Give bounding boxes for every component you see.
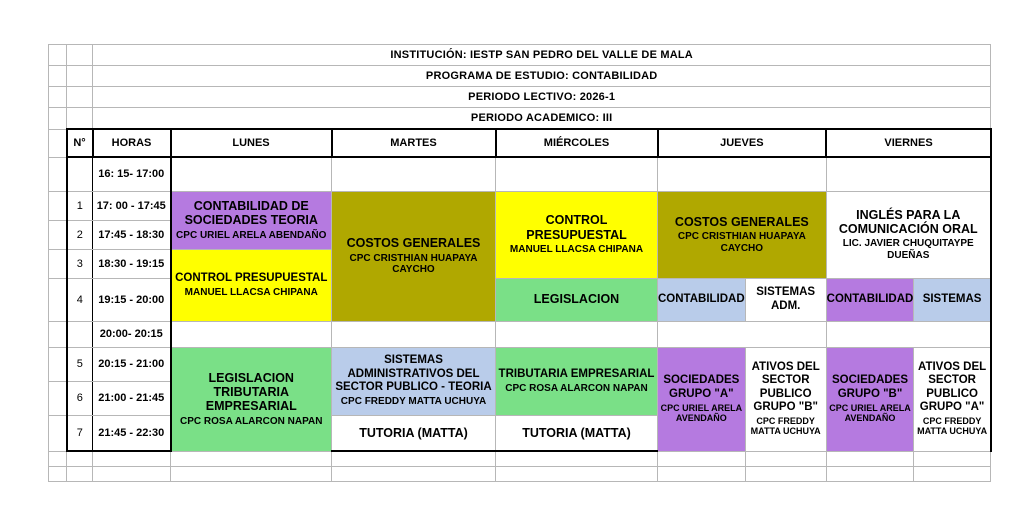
course-name: CONTABILIDAD DE SOCIEDADES TEORIA bbox=[184, 198, 318, 228]
row-number: 1 bbox=[67, 191, 93, 220]
cell-jueves-sociedades-grupo-a[interactable] bbox=[658, 347, 746, 451]
row-number: 4 bbox=[67, 278, 93, 321]
course-teacher: CPC FREDDY MATTA UCHUYA bbox=[917, 416, 988, 437]
header-line-2: PROGRAMA DE ESTUDIO: CONTABILIDAD bbox=[93, 66, 991, 87]
cell-jueves-break[interactable] bbox=[658, 321, 827, 347]
course-name: CONTROL PRESUPUESTAL bbox=[175, 271, 328, 284]
course-name: SISTEMAS bbox=[922, 292, 982, 305]
cell-viernes-sociedades-grupo-b[interactable] bbox=[826, 347, 914, 451]
gutter-cell bbox=[49, 66, 67, 87]
cell-lunes-0[interactable] bbox=[171, 157, 332, 191]
course-name: SOCIEDADES GRUPO "B" bbox=[831, 374, 909, 400]
course-name: TUTORIA (MATTA) bbox=[359, 425, 468, 440]
row-number: 6 bbox=[67, 381, 93, 415]
course-teacher: CPC URIEL ARELA AVENDAÑO bbox=[829, 402, 911, 424]
col-header-n: N° bbox=[67, 129, 93, 157]
course-name: CONTABILIDAD bbox=[658, 292, 745, 305]
gutter-cell bbox=[67, 108, 93, 130]
course-name: ATIVOS DEL SECTOR PUBLICO GRUPO "B" bbox=[751, 361, 820, 413]
course-teacher: CPC CRISTHIAN HUAPAYA CAYCHO bbox=[677, 231, 806, 254]
empty-cell[interactable] bbox=[745, 451, 826, 467]
header-line-1: INSTITUCIÓN: IESTP SAN PEDRO DEL VALLE DE MALA bbox=[93, 45, 991, 66]
cell-lunes-break[interactable] bbox=[171, 321, 332, 347]
cell-jueves-sistemas-adm[interactable] bbox=[745, 278, 826, 321]
row-number: 3 bbox=[67, 249, 93, 278]
course-name: SOCIEDADES GRUPO "A" bbox=[663, 374, 740, 400]
row-time: 20:00- 20:15 bbox=[93, 321, 171, 347]
cell-jueves-costos-generales[interactable] bbox=[658, 191, 827, 278]
empty-cell[interactable] bbox=[914, 467, 991, 482]
empty-cell[interactable] bbox=[745, 467, 826, 482]
gutter-cell bbox=[49, 129, 67, 157]
row-number: 7 bbox=[67, 415, 93, 451]
course-teacher: CPC CRISTHIAN HUAPAYA CAYCHO bbox=[349, 252, 478, 276]
course-teacher: CPC FREDDY MATTA UCHUYA bbox=[340, 396, 487, 408]
col-header-lunes: LUNES bbox=[171, 129, 332, 157]
gutter-cell bbox=[49, 381, 67, 415]
row-time: 20:15 - 21:00 bbox=[93, 347, 171, 381]
empty-cell[interactable] bbox=[496, 467, 658, 482]
row-time: 17: 00 - 17:45 bbox=[93, 191, 171, 220]
row-number: 2 bbox=[67, 220, 93, 249]
empty-cell[interactable] bbox=[914, 451, 991, 467]
col-header-viernes: VIERNES bbox=[826, 129, 991, 157]
cell-viernes-ingles[interactable] bbox=[826, 191, 991, 278]
empty-cell[interactable] bbox=[658, 467, 746, 482]
cell-jueves-contabilidad[interactable] bbox=[658, 278, 746, 321]
empty-cell[interactable] bbox=[658, 451, 746, 467]
gutter-cell bbox=[49, 157, 67, 191]
gutter-cell bbox=[49, 347, 67, 381]
col-header-miercoles: MIÉRCOLES bbox=[496, 129, 658, 157]
header-line-4: PERIODO ACADEMICO: III bbox=[93, 108, 991, 130]
course-name: LEGISLACION bbox=[533, 292, 620, 307]
row-time: 16: 15- 17:00 bbox=[93, 157, 171, 191]
course-name: SISTEMAS ADM. bbox=[756, 286, 816, 312]
row-time: 17:45 - 18:30 bbox=[93, 220, 171, 249]
gutter-cell bbox=[49, 451, 67, 467]
gutter-cell bbox=[49, 415, 67, 451]
course-teacher: CPC ROSA ALARCON NAPAN bbox=[180, 415, 323, 427]
cell-jueves-0[interactable] bbox=[658, 157, 827, 191]
course-teacher: MANUEL LLACSA CHIPANA bbox=[509, 244, 644, 256]
schedule-table bbox=[48, 44, 992, 482]
course-name: COSTOS GENERALES bbox=[674, 214, 809, 229]
row-number bbox=[67, 157, 93, 191]
cell-viernes-0[interactable] bbox=[826, 157, 991, 191]
gutter-cell bbox=[49, 191, 67, 220]
course-teacher: MANUEL LLACSA CHIPANA bbox=[184, 286, 318, 298]
course-name: LEGISLACION TRIBUTARIA EMPRESARIAL bbox=[205, 370, 297, 414]
header-line-3: PERIODO LECTIVO: 2026-1 bbox=[93, 87, 991, 108]
cell-martes-0[interactable] bbox=[332, 157, 496, 191]
cell-miercoles-break[interactable] bbox=[496, 321, 658, 347]
empty-cell[interactable] bbox=[67, 467, 93, 482]
gutter-cell bbox=[49, 278, 67, 321]
cell-miercoles-legislacion[interactable] bbox=[496, 278, 658, 321]
empty-cell[interactable] bbox=[496, 451, 658, 467]
gutter-cell bbox=[49, 108, 67, 130]
cell-martes-sistemas-administrativos[interactable] bbox=[332, 347, 496, 415]
col-header-jueves: JUEVES bbox=[658, 129, 827, 157]
empty-cell[interactable] bbox=[826, 467, 914, 482]
cell-lunes-control-presupuestal[interactable] bbox=[171, 249, 332, 321]
course-teacher: CPC ROSA ALARCON NAPAN bbox=[505, 382, 648, 394]
course-name: ATIVOS DEL SECTOR PUBLICO GRUPO "A" bbox=[918, 361, 987, 413]
cell-lunes-contabilidad-sociedades[interactable] bbox=[171, 191, 332, 249]
row-time: 21:45 - 22:30 bbox=[93, 415, 171, 451]
row-number: 5 bbox=[67, 347, 93, 381]
empty-cell[interactable] bbox=[171, 467, 332, 482]
gutter-cell bbox=[67, 45, 93, 66]
course-name: COSTOS GENERALES bbox=[346, 236, 481, 251]
cell-martes-tutoria[interactable] bbox=[332, 415, 496, 451]
gutter-cell bbox=[67, 66, 93, 87]
empty-cell[interactable] bbox=[826, 451, 914, 467]
row-time: 19:15 - 20:00 bbox=[93, 278, 171, 321]
gutter-cell bbox=[49, 87, 67, 108]
empty-cell[interactable] bbox=[67, 451, 93, 467]
empty-cell[interactable] bbox=[171, 451, 332, 467]
cell-jueves-activos-sector-publico-b[interactable] bbox=[745, 347, 826, 451]
course-teacher: CPC URIEL ARELA ABENDAÑO bbox=[176, 229, 327, 241]
row-time: 21:00 - 21:45 bbox=[93, 381, 171, 415]
course-name: TRIBUTARIA EMPRESARIAL bbox=[498, 367, 655, 380]
cell-miercoles-0[interactable] bbox=[496, 157, 658, 191]
gutter-cell bbox=[49, 220, 67, 249]
gutter-cell bbox=[49, 45, 67, 66]
cell-viernes-break[interactable] bbox=[826, 321, 991, 347]
col-header-martes: MARTES bbox=[332, 129, 496, 157]
row-number bbox=[67, 321, 93, 347]
cell-miercoles-control-presupuestal[interactable] bbox=[496, 191, 658, 278]
cell-lunes-legislacion-tributaria[interactable] bbox=[171, 347, 332, 451]
gutter-cell bbox=[67, 87, 93, 108]
cell-viernes-contabilidad[interactable] bbox=[826, 278, 914, 321]
gutter-cell bbox=[49, 249, 67, 278]
cell-martes-break[interactable] bbox=[332, 321, 496, 347]
empty-cell[interactable] bbox=[93, 467, 171, 482]
cell-miercoles-tributaria-empresarial[interactable] bbox=[496, 347, 658, 415]
empty-cell[interactable] bbox=[332, 451, 496, 467]
course-teacher: CPC URIEL ARELA AVENDAÑO bbox=[660, 402, 743, 424]
course-name: SISTEMAS ADMINISTRATIVOS DEL SECTOR PUBLICO - TEORIA bbox=[335, 354, 492, 393]
course-name: CONTROL PRESUPUESTAL bbox=[526, 213, 627, 242]
cell-viernes-activos-sector-publico-a[interactable] bbox=[914, 347, 991, 451]
row-time: 18:30 - 19:15 bbox=[93, 249, 171, 278]
course-name: TUTORIA (MATTA) bbox=[522, 425, 631, 440]
col-header-horas: HORAS bbox=[93, 129, 171, 157]
course-name: CONTABILIDAD bbox=[826, 292, 914, 305]
empty-cell[interactable] bbox=[93, 451, 171, 467]
gutter-cell bbox=[49, 467, 67, 482]
cell-viernes-sistemas[interactable] bbox=[914, 278, 991, 321]
cell-miercoles-tutoria[interactable] bbox=[496, 415, 658, 451]
gutter-cell bbox=[49, 321, 67, 347]
cell-martes-costos-generales[interactable] bbox=[332, 191, 496, 321]
course-teacher: CPC FREDDY MATTA UCHUYA bbox=[750, 416, 821, 437]
course-teacher: LIC. JAVIER CHUQUITAYPE DUEÑAS bbox=[842, 238, 974, 261]
empty-cell[interactable] bbox=[332, 467, 496, 482]
course-name: INGLÉS PARA LA COMUNICACIÓN ORAL bbox=[838, 207, 978, 236]
